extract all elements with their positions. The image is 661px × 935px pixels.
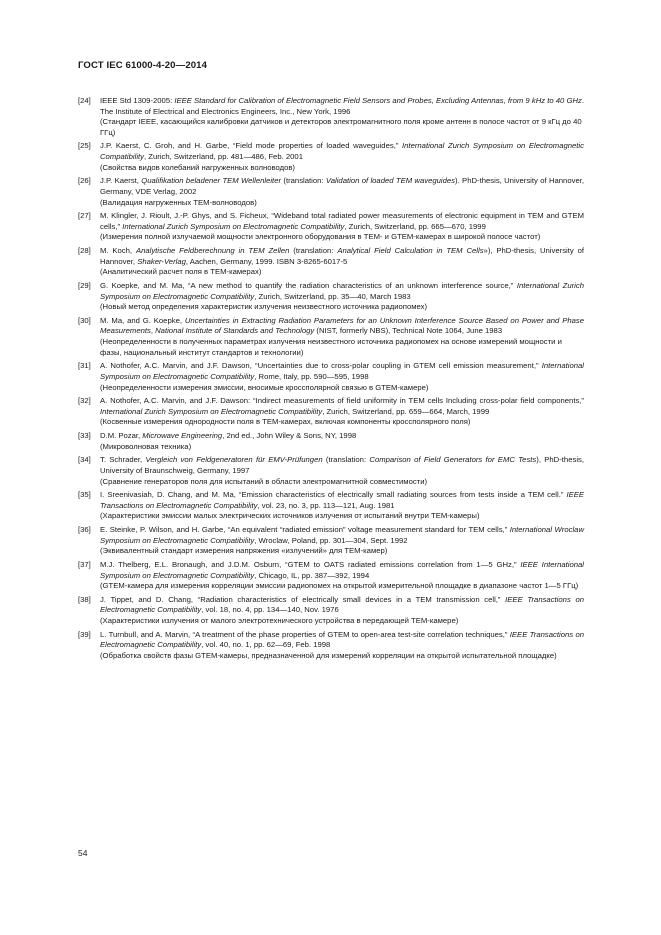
reference-item bbox=[78, 595, 584, 627]
reference-item bbox=[78, 490, 584, 522]
citation-text: (translation: bbox=[281, 176, 326, 186]
citation-title-italic: Shaker-Verlag bbox=[137, 256, 186, 266]
reference-item bbox=[78, 455, 584, 487]
reference-translation: (Микроволновая техника) bbox=[100, 441, 192, 451]
citation-title-italic: Comparison of Field Generators for EMC Tests bbox=[369, 455, 537, 465]
citation-text: , Zurich, Switzerland, pp. 659—664, March, 1999 bbox=[322, 406, 490, 416]
reference-translation: (Характеристики эмиссии малых электрических источников излучения от испытаний внутри TEM-камеры) bbox=[100, 511, 480, 521]
citation-text: , Chicago, IL, pp. 387—392, 1994 bbox=[254, 570, 370, 580]
citation-title-italic: Uncertainties in Extracting Radiation Parameters for an Unknown Interference Source Based on Power and Phase Measurements bbox=[100, 315, 584, 336]
reference-number: [38] bbox=[78, 594, 91, 604]
reference-translation: (Стандарт IEEE, касающийся калибровки датчиков и детекторов электромагнитного поля кроме антенн в полосе частот от 9 кГц до 40 ГГц) bbox=[100, 117, 582, 137]
citation-title-italic: International Zurich Symposium on Electromagnetic Compatibility bbox=[100, 280, 584, 301]
citation-text: . The Institute of Electrical and Electronics Engineers, Inc., New York, 1996 bbox=[100, 96, 584, 116]
citation-title-italic: IEEE Standard for Calibration of Electromagnetic Field Sensors and Probes, Excluding Antennas, from 9 kHz to 40 GHz bbox=[174, 96, 582, 105]
citation-text: (translation: bbox=[289, 246, 338, 256]
reference-item bbox=[78, 396, 584, 428]
reference-number: [26] bbox=[78, 176, 91, 186]
citation-text: L. Turnbull, and A. Marvin, “A treatment of the phase properties of GTEM to open-area test-site correlation techniques,” bbox=[100, 629, 510, 639]
citation-text: ), PhD-thesis, University of Braunschweig, Germany, 1997 bbox=[100, 455, 585, 475]
reference-translation: (Неопределенности измерения эмиссии, вносимые кроссполярной связью в GTEM-камере) bbox=[100, 382, 429, 392]
citation-text: , Zurich, Switzerland, pp. 665—670, 1999 bbox=[344, 221, 486, 231]
reference-item bbox=[78, 96, 584, 138]
reference-number: [31] bbox=[78, 361, 91, 371]
citation-title-italic: Qualifikation beladener TEM Wellenleiter bbox=[141, 176, 282, 186]
reference-citation bbox=[100, 281, 584, 302]
reference-item bbox=[78, 281, 584, 313]
citation-text: (NIST, formerly NBS), Technical Note 1064, June 1983 bbox=[314, 326, 503, 336]
reference-number: [24] bbox=[78, 96, 91, 105]
reference-translation: (Валидация нагруженных TEM-волноводов) bbox=[100, 197, 257, 207]
citation-text: , Wroclaw, Poland, pp. 301—304, Sept. 1992 bbox=[254, 535, 408, 545]
reference-citation bbox=[100, 595, 584, 616]
reference-citation bbox=[100, 96, 584, 117]
references-list bbox=[78, 96, 584, 665]
reference-item bbox=[78, 316, 584, 358]
page-number: 54 bbox=[78, 848, 88, 858]
reference-number: [25] bbox=[78, 141, 91, 151]
citation-title-italic: Analytische Feldberechnung in TEM Zellen bbox=[135, 246, 290, 256]
reference-translation: (Эквивалентный стандарт измерения напряжения «излучений» для TEM-камер) bbox=[100, 546, 388, 556]
reference-number: [36] bbox=[78, 525, 91, 535]
reference-translation: (Аналитический расчет поля в TEM-камерах) bbox=[100, 267, 262, 277]
citation-text: , vol. 23, no. 3, pp. 113—121, Aug. 1981 bbox=[257, 500, 395, 510]
reference-citation bbox=[100, 246, 584, 267]
citation-title-italic: International Zurich Symposium on Electromagnetic Compatibility bbox=[100, 406, 323, 416]
reference-item bbox=[78, 361, 584, 393]
reference-number: [33] bbox=[78, 431, 91, 441]
reference-translation: (Свойства видов колебаний нагруженных волноводов) bbox=[100, 162, 295, 172]
citation-text: M. Ma, and G. Koepke, bbox=[100, 315, 185, 325]
reference-item bbox=[78, 431, 584, 452]
citation-text: M. Klingler, J. Rioult, J.-P. Ghys, and S. Ficheux, “Wideband total radiated power measurements of electronic equipment in TEM and GTEM cells,” bbox=[100, 211, 584, 231]
citation-title-italic: IEEE Transactions on Electromagnetic Compatibility bbox=[100, 629, 585, 650]
reference-number: [39] bbox=[78, 629, 91, 639]
citation-title-italic: Vergleich von Feldgeneratoren für EMV-Prüfungen bbox=[145, 455, 323, 465]
citation-text: , Aachen, Germany, 1999. ISBN 3-8265-6017-5 bbox=[185, 256, 348, 266]
reference-number: [28] bbox=[78, 246, 91, 256]
citation-text: , Zurich, Switzerland, pp. 481—486, Feb. 2001 bbox=[144, 152, 303, 162]
citation-text: , vol. 18, no. 4, pp. 134—140, Nov. 1976 bbox=[201, 605, 339, 615]
reference-translation: (Характеристики излучения от малого электротехнического устройства в передающей TEM-камере) bbox=[100, 616, 459, 626]
reference-citation bbox=[100, 490, 584, 511]
reference-translation: (Новый метод определения характеристик излучения неизвестного источника радиопомех) bbox=[100, 302, 428, 312]
citation-text: E. Steinke, P. Wilson, and H. Garbe, “An equivalent “radiated emission” voltage measurement standard for TEM cells,” bbox=[100, 525, 510, 535]
citation-text: D.M. Pozar, bbox=[100, 431, 143, 441]
reference-item bbox=[78, 560, 584, 592]
citation-title-italic: National Institute of Standards and Technology bbox=[155, 326, 315, 336]
reference-number: [37] bbox=[78, 559, 91, 569]
reference-citation bbox=[100, 316, 584, 337]
reference-number: [27] bbox=[78, 211, 91, 221]
citation-text: ). PhD-thesis, University of Hannover, Germany, VDE Verlag, 2002 bbox=[100, 176, 584, 196]
citation-title-italic: Analytical Field Calculation in TEM Cells bbox=[337, 246, 484, 256]
reference-translation: (Косвенные измерения однородности поля в TEM-камерах, включая компоненты кроссполярного поля) bbox=[100, 417, 471, 427]
citation-text: A. Nothofer, A.C. Marvin, and J.F. Dawson, “Uncertainties due to cross-polar coupling in GTEM cell emission measurement,” bbox=[100, 361, 542, 371]
citation-text: , bbox=[150, 326, 156, 336]
citation-text: I. Sreenivasiah, D. Chang, and M. Ma, “Emission characteristics of electrically small radiating sources from tests inside a TEM cell.” bbox=[100, 490, 567, 500]
reference-item bbox=[78, 176, 584, 208]
reference-translation: (Измерения полной излучаемой мощности электронного оборудования в TEM- и GTEM-камерах в широкой полосе частот) bbox=[100, 232, 541, 242]
citation-text: J. Tippet, and D. Chang, “Radiation characteristics of electrically small devices in a TEM transmission cell,” bbox=[100, 594, 506, 604]
reference-citation bbox=[100, 176, 584, 197]
citation-text: M. Koch, bbox=[100, 246, 136, 256]
reference-translation: (GTEM-камера для измерения корреляции эмиссии радиопомех на открытой измерительной площадке в диапазоне частот 1—5 ГГц) bbox=[100, 581, 579, 591]
reference-number: [35] bbox=[78, 490, 91, 500]
citation-text: J.P. Kaerst, bbox=[100, 176, 142, 186]
citation-title-italic: IEEE Transactions on Electromagnetic Compatibility bbox=[100, 594, 585, 615]
reference-citation bbox=[100, 560, 584, 581]
citation-text: , Zurich, Switzerland, pp. 35—40, March 1983 bbox=[254, 291, 411, 301]
citation-text: »), PhD-thesis, University of Hannover, bbox=[100, 246, 584, 266]
citation-text: J.P. Kaerst, C. Groh, and H. Garbe, “Field mode properties of loaded waveguides,” bbox=[100, 141, 403, 151]
citation-text: A. Nothofer, A.C. Marvin, and J.F. Dawson: “Indirect measurements of field uniformity in TEM cells Including cross-polar field components,” bbox=[100, 396, 584, 406]
reference-item bbox=[78, 246, 584, 278]
reference-citation bbox=[100, 431, 584, 442]
reference-citation bbox=[100, 141, 584, 162]
citation-title-italic: IEEE Transactions on Electromagnetic Compatibility bbox=[100, 490, 584, 510]
reference-number: [30] bbox=[78, 315, 91, 325]
citation-title-italic: IEEE International Symposium on Electromagnetic Compatibility bbox=[100, 559, 584, 580]
citation-text: , vol. 40, no. 1, pp. 62—69, Feb. 1998 bbox=[201, 640, 331, 650]
citation-text: (translation: bbox=[322, 455, 370, 465]
reference-item bbox=[78, 141, 584, 173]
citation-text: , 2nd ed., John Wiley & Sons, NY, 1998 bbox=[222, 431, 357, 441]
reference-citation bbox=[100, 396, 584, 417]
citation-text: M.J. Thelberg, E.L. Bronaugh, and J.D.M. Osburn, “GTEM to OATS radiated emissions correlation from 1—5 GHz,” bbox=[100, 559, 521, 569]
reference-citation bbox=[100, 455, 584, 476]
reference-translation: (Обработка свойств фазы GTEM-камеры, предназначенной для измерений корреляции на открытой испытательной площадке) bbox=[100, 650, 557, 660]
reference-number: [34] bbox=[78, 455, 91, 465]
reference-citation bbox=[100, 525, 584, 546]
citation-text: T. Schrader, bbox=[100, 455, 146, 465]
citation-text: , Rome, Italy, pp. 590—595, 1998 bbox=[254, 371, 369, 381]
citation-text: IEEE Std 1309-2005: bbox=[100, 96, 175, 105]
reference-item bbox=[78, 211, 584, 243]
reference-citation bbox=[100, 361, 584, 382]
reference-translation: (Сравнение генераторов поля для испытаний в области электромагнитной совместимости) bbox=[100, 476, 428, 486]
citation-title-italic: International Zurich Symposium on Electromagnetic Compatibility bbox=[100, 141, 584, 162]
citation-title-italic: International Zurich Symposium on Electromagnetic Compatibility bbox=[122, 221, 345, 231]
document-header: ГОСТ IEC 61000-4-20—2014 bbox=[78, 60, 208, 71]
reference-citation bbox=[100, 211, 584, 232]
citation-text: G. Koepke, and M. Ma, “A new method to quantify the radiation characteristics of an unknown interference source,” bbox=[100, 280, 517, 290]
reference-item bbox=[78, 525, 584, 557]
reference-translation: (Неопределенности в полученных параметрах излучения неизвестного источника радиопомех на основе измерений мощности и фазы, национальный институт стандартов и технологии) bbox=[100, 337, 562, 357]
citation-title-italic: International Symposium on Electromagnetic Compatibility bbox=[100, 361, 584, 381]
reference-item bbox=[78, 630, 584, 662]
citation-title-italic: Validation of loaded TEM waveguides bbox=[325, 176, 456, 186]
reference-number: [32] bbox=[78, 396, 91, 406]
reference-citation bbox=[100, 630, 584, 651]
reference-number: [29] bbox=[78, 280, 91, 290]
citation-title-italic: International Wroclaw Symposium on Electromagnetic Compatibility bbox=[100, 525, 584, 545]
citation-title-italic: Microwave Engineering bbox=[142, 431, 223, 441]
